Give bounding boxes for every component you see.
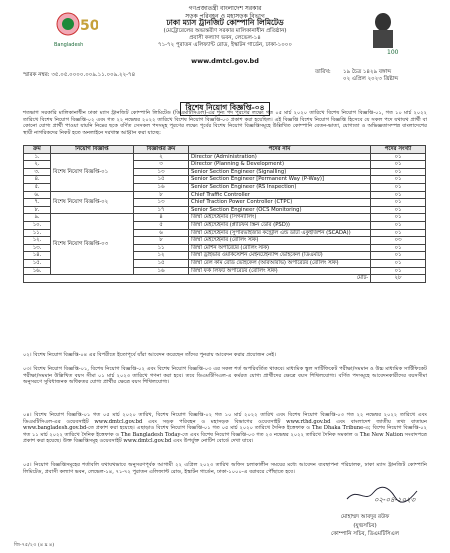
row-count: ০১ xyxy=(371,221,426,229)
row-post: জিম্বা মেশিন অপারেটর (রোলিং স্টক) xyxy=(189,244,371,252)
row-notice-serial: ১৬ xyxy=(134,183,189,191)
row-serial: ১২. xyxy=(24,237,51,245)
row-notice-serial: ১৫ xyxy=(134,176,189,184)
row-post: জিম্বা রেল কাম রোড ভেহিকেল (আরআরভি) অপারেটর (রোলিং স্টক) xyxy=(189,259,371,267)
paragraph-5: ০৫। নিয়োগ বিজ্ঞপ্তিসমূহের শর্তাবলি যথাযথভাবে অনুসরণপূর্বক আগামী ২২ এপ্রিল ২০২৩ তারিখ অফিস চলাকালীন সময়ের মধ্যে আবেদন ব্যবস্থাপনা পরিচালক, ঢাকা ম্যাস ট্রানজিট কোম্পানি লিমিটেড, প্রবাসী কল্যাণ ভবন, লেভেল-১৪, ৭১-৭২ পুরাতন এলিফ্যান্ট রোড, ইস্কাটন গার্ডেন, ঢাকা-১০০০-এ বরাবরে পৌঁছাতে হবে। xyxy=(23,462,427,475)
total-value: ২৮ xyxy=(371,275,426,283)
row-post: Senior Section Engineer (RS Inspection) xyxy=(189,183,371,191)
memo-number: স্মারক নম্বর: ৩৫.০৫.০০০০.০০৯.১১.০০৯.২২-৭৪ xyxy=(23,72,136,78)
row-post: জিম্বা ফর্ক লিফট অপারেটর (রোলিং স্টক) xyxy=(189,267,371,275)
signatory-name: মোহাম্মদ আবদুর রউফ xyxy=(340,514,390,520)
row-post: Senior Section Engineer [Permanent Way (P-Way)] xyxy=(189,176,371,184)
row-count: ০১ xyxy=(371,244,426,252)
row-post: Senior Section Engineer (OCS Monitoring) xyxy=(189,206,371,214)
group-cell: বিশেষ নিয়োগ বিজ্ঞপ্তি-০৩ xyxy=(51,214,134,275)
row-notice-serial: ৪ xyxy=(134,214,189,222)
paragraph-3: ০৩। বিশেষ নিয়োগ বিজ্ঞপ্তি-০১, বিশেষ নিয়োগ বিজ্ঞপ্তি-০২ এবং বিশেষ নিয়োগ বিজ্ঞপ্তি-০৩ এর সকল শর্ত অপরিবর্তিত থাকবে। মাধ্যমিক স্কুল সার্টিফিকেট পরীক্ষা/সমমান ও উচ্চ মাধ্যমিক সার্টিফিকেট পরীক্ষা/সমমান উল্লিখিত বয়স সীমা ০১ মার্চ ২০২৩ তারিখে গণনা করা হবে। তবে ডিএমটিসিএল-এ কর্মরত যোগ্য প্রার্থীদের ক্ষেত্রে বয়স শিথিলযোগ্য। বর্ণিত পদসমূহে আবেদনকারীদের বয়সসীমা অনুসরণে সুবিধাজনক অধিকতর যোগ্য প্রার্থীর ক্ষেত্রে বয়স শিথিলযোগ্য। xyxy=(23,366,427,386)
website-link[interactable]: www.dmtcl.gov.bd xyxy=(191,57,259,65)
row-serial: ১৪. xyxy=(24,252,51,260)
paragraph-2: ০২। বিশেষ নিয়োগ বিজ্ঞপ্তি-০৪ এর বিপরীতে ইতোপূর্বে যাঁরা আবেদন করেছেন তাঁদের পুনরায় আবেদন করার প্রয়োজন নেই। xyxy=(23,352,276,358)
row-serial: ৮. xyxy=(24,206,51,214)
row-serial: ৯. xyxy=(24,214,51,222)
row-count: ০১ xyxy=(371,252,426,260)
group-cell: বিশেষ নিয়োগ বিজ্ঞপ্তি-০১ xyxy=(51,153,134,191)
row-serial: ৬. xyxy=(24,191,51,199)
row-post: Senior Section Engineer (Signalling) xyxy=(189,168,371,176)
row-post: জিম্বা মেইন্টেইনার (সুপারভাইজরি কন্ট্রোল এন্ড ডাটা একুইজিশন (SCADA)) xyxy=(189,229,371,237)
row-post: Director (Planning & Development) xyxy=(189,161,371,169)
row-count: ০১ xyxy=(371,214,426,222)
row-count: ০১ xyxy=(371,259,426,267)
row-notice-serial: ১৬ xyxy=(134,267,189,275)
company-subtitle: (মেট্রোরেলের অভ্যন্তরীণ সরকার মালিকানাধীন প্রতিষ্ঠান) xyxy=(163,28,287,34)
row-post: জিম্বা মেইন্টেইনার (সিগন্যালিং) xyxy=(189,214,371,222)
row-notice-serial: ১৩ xyxy=(134,199,189,207)
vacancy-table xyxy=(23,145,426,283)
row-count: ০১ xyxy=(371,191,426,199)
row-post: জিম্বা মেইন্টেইনার (প্ল্যাটফর্ম স্ক্রিন ডোর (PSD)) xyxy=(189,221,371,229)
row-post: জিম্বা মেইন্টেইনার (রোলিং স্টক) xyxy=(189,237,371,245)
row-post: জিম্বা ড্রাইভার ওয়ার্কস্টেশন মেইনটেইন্যান্স ভেহিকেল (ডিএমটি) xyxy=(189,252,371,260)
letterhead xyxy=(0,0,450,96)
row-serial: ৫. xyxy=(24,183,51,191)
col-notice: নিয়োগ বিজ্ঞপ্তি xyxy=(51,146,134,154)
row-notice-serial: ৮ xyxy=(134,191,189,199)
row-serial: ৭. xyxy=(24,199,51,207)
signatory-title: কোম্পানি সচিব, ডিএমটিসিএল xyxy=(331,531,399,537)
row-count: ০১ xyxy=(371,153,426,161)
col-notice-serial: বিজ্ঞপ্তির ক্রম xyxy=(134,146,189,154)
row-count: ০১ xyxy=(371,168,426,176)
row-post: Director (Administration) xyxy=(189,153,371,161)
row-serial: ১. xyxy=(24,153,51,161)
address-street: ৭১-৭২ পুরাতন এলিফ্যান্ট রোড, ইস্কাটন গার্ডেন, ঢাকা-১০০০ xyxy=(158,42,292,48)
row-count: ০১ xyxy=(371,267,426,275)
date-label: তারিখ: xyxy=(315,69,331,75)
print-code: জি-৭৫/২৩ (৪ x ৪) xyxy=(14,542,55,548)
row-notice-serial: ৮ xyxy=(134,237,189,245)
address-building: প্রবাসী কল্যাণ ভবন, লেভেল-১৪ xyxy=(189,35,261,41)
row-notice-serial: ৩ xyxy=(134,161,189,169)
row-notice-serial: ১৭ xyxy=(134,206,189,214)
row-notice-serial: ২ xyxy=(134,153,189,161)
row-serial: ১৫. xyxy=(24,259,51,267)
row-count: ০১ xyxy=(371,176,426,184)
table-row xyxy=(24,191,426,199)
signature-date: ০২-০৪-২০২৩ xyxy=(374,496,416,504)
row-serial: ৪. xyxy=(24,176,51,184)
row-notice-serial: ১১ xyxy=(134,244,189,252)
date-bangla: ১৯ চৈত্র ১৪২৯ বঙ্গাব্দ xyxy=(343,69,392,75)
table-total-row xyxy=(24,275,426,283)
table-row xyxy=(24,214,426,222)
row-serial: ৩. xyxy=(24,168,51,176)
row-count: ০৩ xyxy=(371,237,426,245)
total-label: মোট- xyxy=(24,275,371,283)
group-cell: বিশেষ নিয়োগ বিজ্ঞপ্তি-০২ xyxy=(51,191,134,214)
row-serial: ১০. xyxy=(24,221,51,229)
row-count: ০১ xyxy=(371,199,426,207)
row-serial: ২. xyxy=(24,161,51,169)
row-notice-serial: ১৫ xyxy=(134,259,189,267)
intro-paragraph: শতভাগ সরকারি মালিকানাধীন ঢাকা ম্যাস ট্রানজিট কোম্পানি লিমিটেড (ডিএমটিসিএল)-এর শূন্য পদ পূরণের লক্ষ্যে গত ০৫ মার্চ ২০২০ তারিখে বিশেষ নিয়োগ বিজ্ঞপ্তি-০১, গত ১০ মার্চ ২০২২ তারিখে বিশেষ নিয়োগ বিজ্ঞপ্তি-০২ এবং গত ২২ নভেম্বর ২০২২ তারিখে বিশেষ নিয়োগ বিজ্ঞপ্তি-০৩ প্রকাশ করা হয়েছিল। এই বিজ্ঞপ্তি বিশেষ নিয়োগ বিজ্ঞপ্তি হিসেবে যে সকল পদে যথাযথ প্রার্থী বা কোনো যোগ্য প্রার্থী পাওয়া যায়নি নিম্নের ছকে বর্ণিত সেসকল পদসমূহ পূরণের লক্ষ্যে পূর্বের বিশেষ নিয়োগ বিজ্ঞপ্তিসমূহে উল্লিখিত কোম্পানি বেতন-ভাতা, যোগ্যতা ও অভিজ্ঞতাসম্পন্ন বাংলাদেশের স্থায়ী নাগরিকদের নিকট হতে অনলাইনে দরখাস্ত আহ্বান করা যাচ্ছে: xyxy=(23,110,427,136)
signatory-designation: (যুগ্মসচিব) xyxy=(353,523,377,529)
table-row xyxy=(24,153,426,161)
col-post-name: পদের নাম xyxy=(189,146,371,154)
svg-text:Bangladesh: Bangladesh xyxy=(54,42,84,48)
col-serial: ক্রম xyxy=(24,146,51,154)
date-english: ০২ এপ্রিল ২০২৩ খ্রিষ্টাব্দ xyxy=(343,76,399,82)
row-post: Chief Traction Power Controller (CTPC) xyxy=(189,199,371,207)
row-count: ০১ xyxy=(371,161,426,169)
row-count: ০১ xyxy=(371,206,426,214)
row-notice-serial: ৫ xyxy=(134,221,189,229)
company-name: ঢাকা ম্যাস ট্রানজিট কোম্পানি লিমিটেড xyxy=(166,18,284,27)
gov-name: গণপ্রজাতন্ত্রী বাংলাদেশ সরকার xyxy=(188,5,262,12)
row-serial: ১১. xyxy=(24,229,51,237)
paragraph-4: ০৪। বিশেষ নিয়োগ বিজ্ঞপ্তি-০১ গত ০৫ মার্চ ২০২০ তারিখ, বিশেষ নিয়োগ বিজ্ঞপ্তি-০২ গত ১০ মার্চ ২০২২ তারিখ এবং বিশেষ নিয়োগ বিজ্ঞপ্তি-০৩ গত ২২ নভেম্বর ২০২২ তারিখে এবং ডিএমটিসিএল-এর ওয়েবসাইট www.dmtcl.gov.bd এবং সড়ক পরিবহন ও মহাসড়ক বিভাগের ওয়েবসাইট www.rthd.gov.bd এবং বাংলাদেশ জাতীয় তথ্য বাতায়ন www.bangladesh.gov.bd-তে প্রকাশ করা হয়েছে। এছাড়াও বিশেষ নিয়োগ বিজ্ঞপ্তি-০১ গত ০৫ মার্চ ২০২০ তারিখে দৈনিক ইত্তেফাক ও The Dhaka Tribune-এ; বিশেষ নিয়োগ বিজ্ঞপ্তি-০২ গত ১১ মার্চ ২০২২ তারিখে দৈনিক ইত্তেফাক ও The Bangladesh Today-তে এবং বিশেষ নিয়োগ বিজ্ঞপ্তি-০৩ গত ২৩ নভেম্বর ২০২২ তারিখে দৈনিক সমকাল ও The New Nation সংবাদপত্রে প্রকাশ করা হয়েছে। উক্ত বিজ্ঞপ্তিসমূহ ওয়েবসাইট www.dmtcl.gov.bd এবং উপর্যুক্ত নোটিশ বোর্ডে দেখা যাবে। xyxy=(23,412,427,445)
row-serial: ১৩. xyxy=(24,244,51,252)
row-count: ০১ xyxy=(371,183,426,191)
row-notice-serial: ১২ xyxy=(134,252,189,260)
date-block xyxy=(315,69,398,83)
row-post: Chief Traffic Controller xyxy=(189,191,371,199)
notice-title-text: বিশেষ নিয়োগ বিজ্ঞপ্তি-০৪ xyxy=(180,102,271,116)
col-post-count: পদের সংখ্যা xyxy=(371,146,426,154)
row-serial: ১৬. xyxy=(24,267,51,275)
row-count: ০১ xyxy=(371,229,426,237)
row-notice-serial: ১৩ xyxy=(134,168,189,176)
svg-text:100: 100 xyxy=(387,49,399,56)
row-notice-serial: ৬ xyxy=(134,229,189,237)
svg-text:50: 50 xyxy=(80,18,98,34)
division-name: সড়ক পরিবহন ও মহাসড়ক বিভাগ xyxy=(185,13,265,20)
table-header-row xyxy=(24,146,426,154)
